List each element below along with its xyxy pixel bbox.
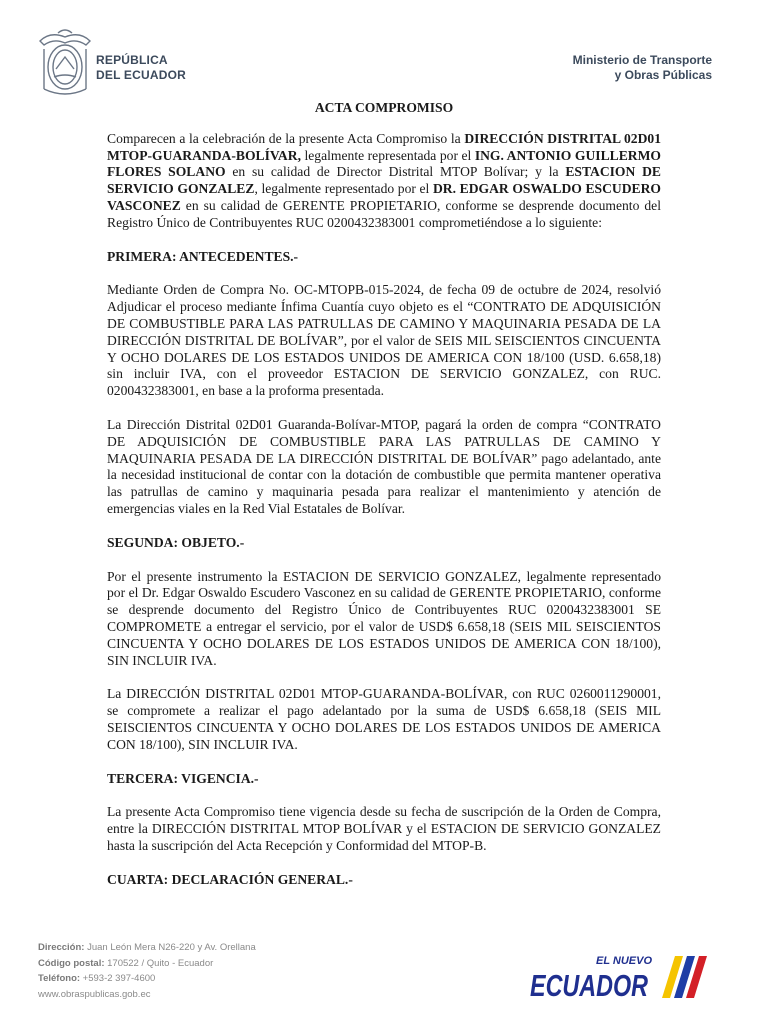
footer-website[interactable]: www.obraspublicas.gob.ec — [38, 988, 151, 1000]
intro-bold-2: ING. ANTONIO GUILLERMO FLORES SOLANO — [107, 147, 661, 180]
postal-value: 170522 / Quito - Ecuador — [104, 957, 214, 969]
coat-of-arms-icon — [36, 27, 94, 97]
country-line-2: DEL ECUADOR — [96, 68, 186, 82]
phone-value: +593-2 397-4600 — [80, 973, 156, 984]
address-label: Dirección: — [38, 942, 85, 953]
country-name — [96, 53, 186, 83]
brand-top-text: EL NUEVO — [595, 955, 653, 967]
document-body — [107, 100, 661, 905]
el-nuevo-ecuador-logo — [528, 950, 718, 1002]
section-heading-cuarta: CUARTA: DECLARACIÓN GENERAL.- — [107, 871, 353, 887]
intro-text-4: , legalmente representado por el — [254, 181, 433, 197]
intro-bold-4: DR. EDGAR OSWALDO ESCUDERO VASCONEZ — [107, 181, 661, 213]
paragraph-vigencia: La presente Acta Compromiso tiene vigencia desde su fecha de suscripción de la Orden de Compra, entre la DIRECCIÓN DISTRITAL MTOP BOLÍVAR y el ESTACION DE SERVICIO GONZALEZ hasta la suscripción del Acta Recepción y Conformidad del MTOP-B. — [107, 804, 661, 853]
paragraph-objeto-1: Por el presente instrumento la ESTACION DE SERVICIO GONZALEZ, legalmente representado por el Dr. Edgar Oswaldo Escudero Vasconez en su calidad de GERENTE PROPIETARIO, conforme se desprende documento del Registro Único de Contribuyentes RUC 0200432383001 SE COMPROMETE a entregar el servicio, por el valor de USD$ 6.658,18 (SEIS MIL SEISCIENTOS CINCUENTA Y OCHO DOLARES DE LOS ESTADOS UNIDOS DE AMERICA CON 18/100), SIN INCLUIR IVA. — [107, 568, 661, 668]
phone-label: Teléfono: — [38, 973, 81, 984]
footer-address — [38, 940, 256, 956]
country-line-1: REPÚBLICA — [96, 53, 168, 67]
ministry-line-2: y Obras Públicas — [614, 68, 712, 82]
paragraph-antecedentes-1: Mediante Orden de Compra No. OC-MTOPB-015-2024, de fecha 09 de octubre de 2024, resolvió Adjudicar el proceso mediante Ínfima Cuantía cuyo objeto es el “CONTRATO DE ADQUISICIÓN DE COMBUSTIBLE PARA LAS PATRULLAS DE CAMINO Y MAQUINARIA PESADA DE LA DIRECCIÓN DISTRITAL DE BOLÍVAR”, por el valor de SEIS MIL SEISCIENTOS CINCUENTA Y OCHO DOLARES DE LOS ESTADOS UNIDOS DE AMERICA CON 18/100 (USD. 6.658,18) sin incluir IVA, con el proveedor ESTACION DE SERVICIO GONZALEZ, con RUC. 0200432383001, en base a la proforma presentada. — [107, 282, 661, 399]
intro-text-2: legalmente representada por el — [300, 147, 475, 163]
footer-contact — [38, 940, 256, 1002]
address-value: Juan León Mera N26-220 y Av. Orellana — [84, 942, 256, 953]
letterhead — [0, 0, 768, 100]
intro-bold-1: DIRECCIÓN DISTRITAL 02D01 MTOP-GUARANDA-BOLÍVAR, — [107, 130, 661, 163]
paragraph-objeto-2: La DIRECCIÓN DISTRITAL 02D01 MTOP-GUARANDA-BOLÍVAR, con RUC 0260011290001, se compromete a realizar el pago adelantado por la suma de USD$ 6.658,18 (SEIS MIL SEISCIENTOS CINCUENTA Y OCHO DOLARES DE LOS ESTADOS UNIDOS DE AMERICA CON 18/100), SIN INCLUIR IVA. — [107, 686, 661, 752]
footer-postal — [38, 956, 256, 972]
intro-text-1: Comparecen a la celebración de la presente Acta Compromiso la — [107, 130, 465, 146]
brand-main-text: ECUADOR — [530, 968, 649, 1002]
footer-phone — [38, 971, 256, 987]
intro-paragraph — [107, 131, 661, 232]
ministry-line-1: Ministerio de Transporte — [572, 53, 712, 67]
section-heading-segunda: SEGUNDA: OBJETO.- — [107, 534, 245, 550]
section-heading-tercera: TERCERA: VIGENCIA.- — [107, 770, 259, 786]
section-heading-primera: PRIMERA: ANTECEDENTES.- — [107, 248, 299, 264]
ministry-name — [573, 53, 712, 83]
intro-text-3: en su calidad de Director Distrital MTOP Bolívar; y la — [225, 164, 566, 180]
intro-bold-3: ESTACION DE SERVICIO GONZALEZ — [107, 164, 661, 197]
intro-text-5: en su calidad de GERENTE PROPIETARIO, conforme se desprende documento del Registro Único de Contribuyentes RUC 0200432383001 comprometiéndose a lo siguiente: — [107, 197, 661, 230]
paragraph-antecedentes-2: La Dirección Distrital 02D01 Guaranda-Bolívar-MTOP, pagará la orden de compra “CONTRATO DE ADQUISICIÓN DE COMBUSTIBLE PARA LAS PATRULLAS DE CAMINO Y MAQUINARIA PESADA DE LA DIRECCIÓN DISTRITAL DE BOLÍVAR” pago adelantado, ante la necesidad institucional de contar con la dotación de combustible que permita mantener operativa las patrullas de camino y maquinaria pesada para realizar el mantenimiento y atención de emergencias viales en la Red Vial Estatales de Bolívar. — [107, 416, 661, 516]
postal-label: Código postal: — [38, 957, 105, 969]
document-title: ACTA COMPROMISO — [314, 100, 454, 115]
